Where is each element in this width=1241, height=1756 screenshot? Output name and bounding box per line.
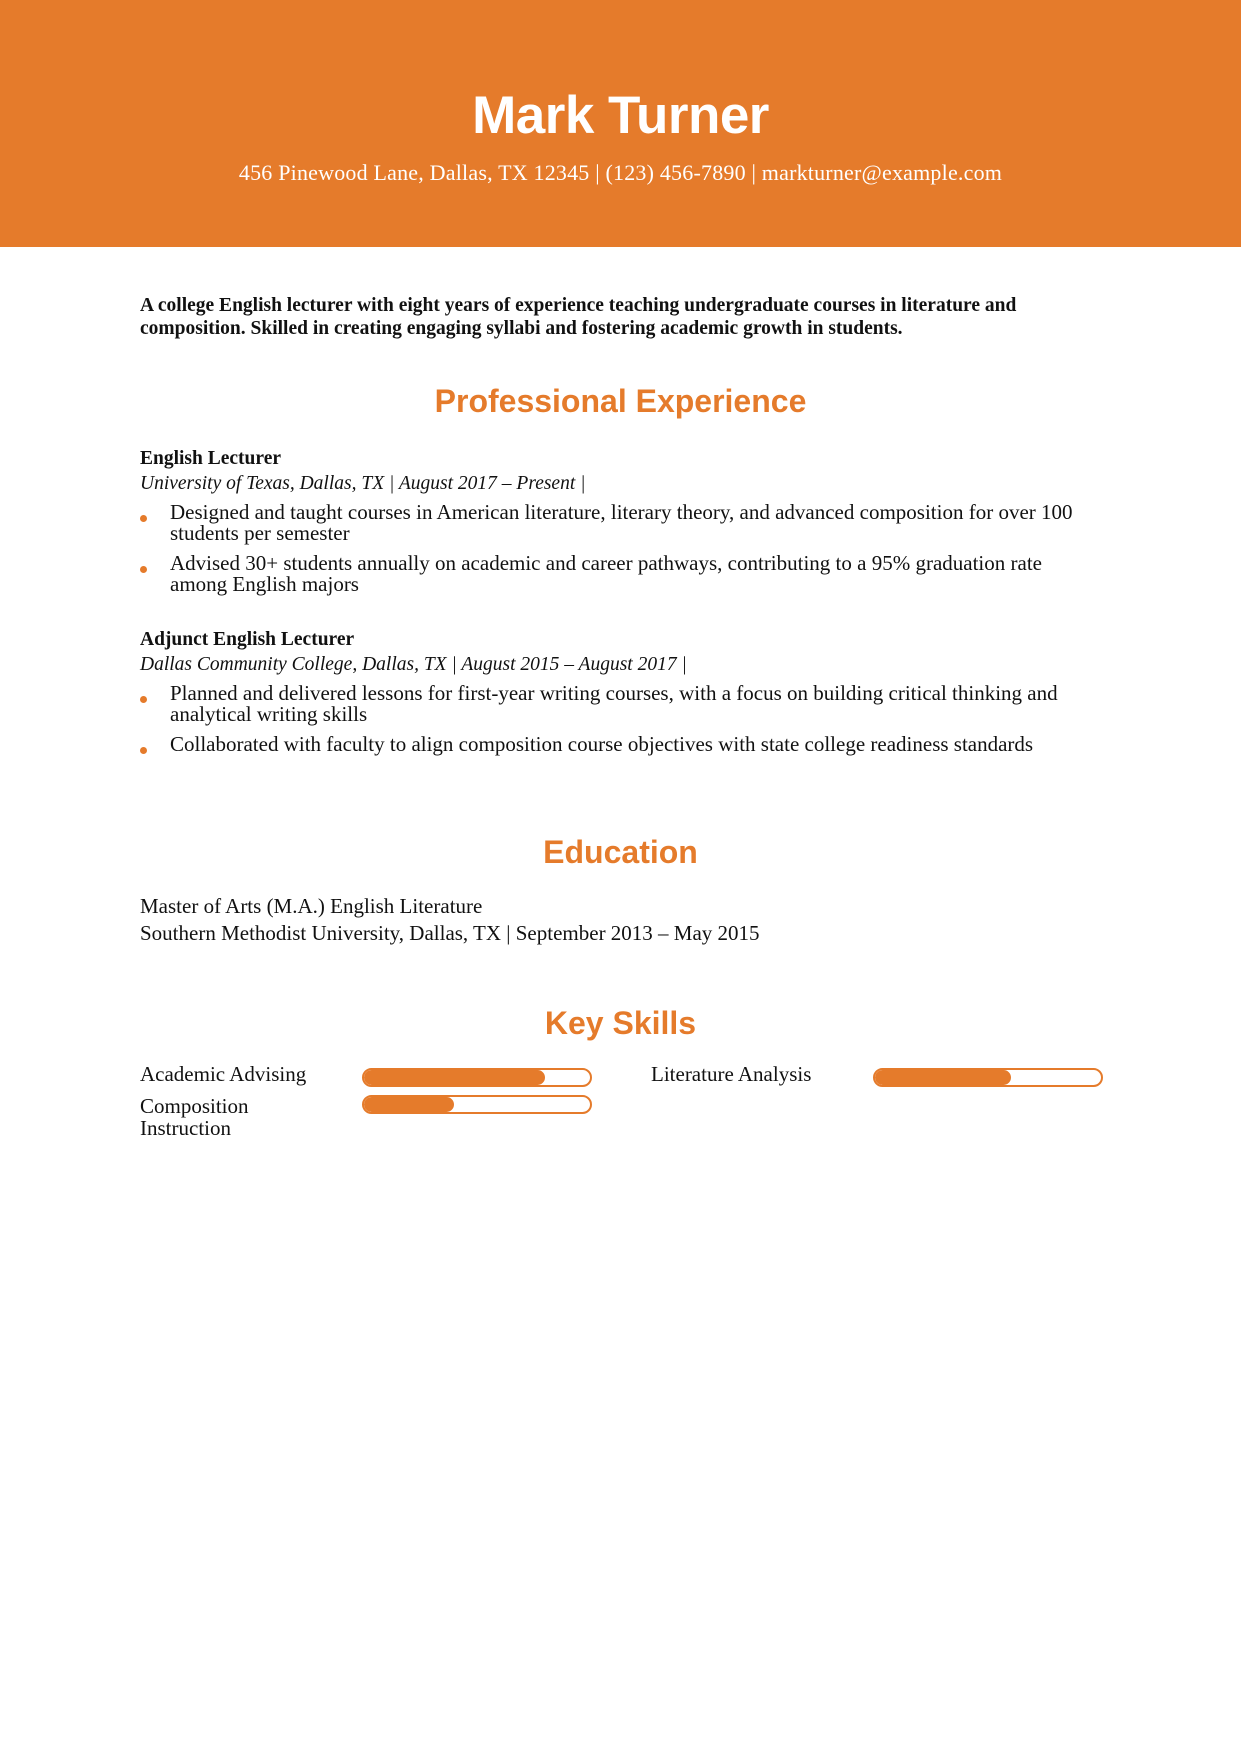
degree: Master of Arts (M.A.) English Literature [140,894,483,918]
bullet-text: Advised 30+ students annually on academic and career pathways, contributing to a 95% graduation rate among English majors [170,551,1042,596]
bullet-text: Planned and delivered lessons for first-year writing courses, with a focus on building critical thinking and analytical writing skills [170,681,1058,726]
skill-bar [362,1095,592,1114]
job-entry [140,446,1115,604]
bullet-item [140,734,1100,755]
skill-name: Academic Advising [140,1062,307,1086]
skill-bar-fill [364,1097,454,1112]
skills-heading: Key Skills [544,1005,697,1041]
bullet-item [140,553,1100,595]
job-title: Adjunct English Lecturer [140,629,355,650]
summary: A college English lecturer with eight years of experience teaching undergraduate courses in literature and composition. Skilled in creating engaging syllabi and fostering academic growth in students. [140,295,1017,339]
bullet-icon [140,696,147,703]
job-title: English Lecturer [140,448,282,469]
skill-bar [362,1068,592,1087]
education-heading: Education [543,834,698,870]
skill-bar-fill [875,1070,1011,1085]
job-entry [140,627,1115,764]
contact-info: 456 Pinewood Lane, Dallas, TX 12345 | (123) 456-7890 | markturner@example.com [238,160,1003,185]
job-bullets [140,683,1115,755]
job-bullets [140,502,1115,595]
skill-bar-fill [364,1070,545,1085]
skill-bar [873,1068,1103,1087]
bullet-text: Designed and taught courses in American literature, literary theory, and advanced composition for over 100 students per semester [170,500,1073,545]
skill-name: Literature Analysis [651,1062,812,1086]
job-meta: University of Texas, Dallas, TX | August 2017 – Present | [140,473,586,494]
experience-heading: Professional Experience [434,383,807,419]
resume-header [0,0,1241,247]
bullet-icon [140,566,147,573]
bullet-icon [140,747,147,754]
bullet-icon [140,515,147,522]
job-meta: Dallas Community College, Dallas, TX | August 2015 – August 2017 | [140,654,687,675]
skill-name: Composition Instruction [140,1094,249,1140]
bullet-item [140,502,1100,544]
bullet-item [140,683,1100,725]
skills-grid [140,1063,1115,1143]
school: Southern Methodist University, Dallas, TX | September 2013 – May 2015 [140,921,760,945]
candidate-name: Mark Turner [472,86,769,145]
education-entry [140,893,760,947]
bullet-text: Collaborated with faculty to align composition course objectives with state college readiness standards [170,732,1034,756]
